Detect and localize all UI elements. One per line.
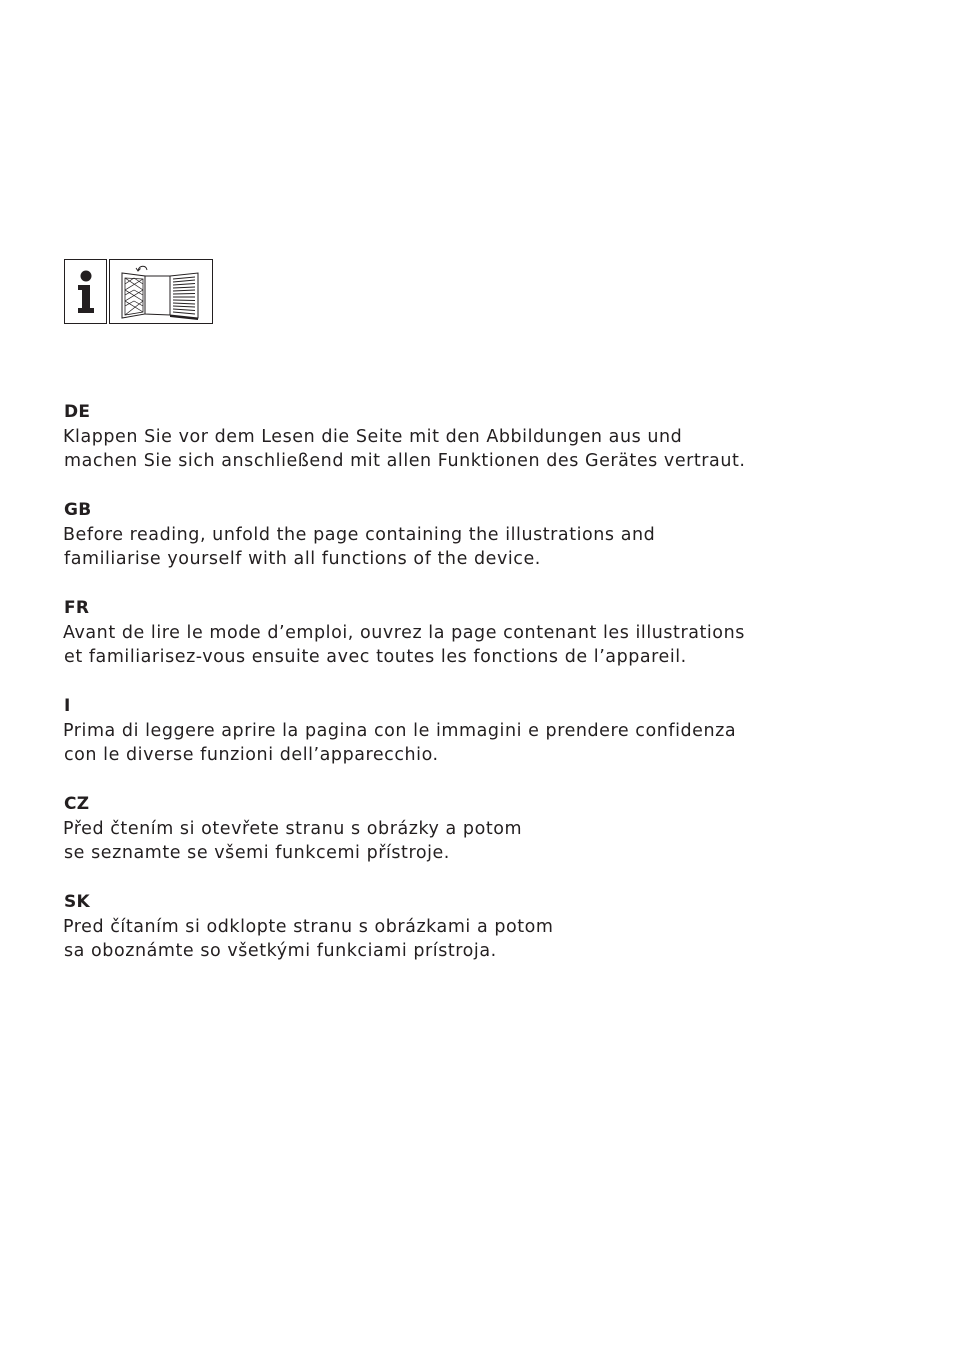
- instruction-line: con le diverse funzioni dell’apparecchio.: [64, 745, 439, 765]
- icon-row: [64, 259, 213, 324]
- instruction-line: et familiarisez-vous ensuite avec toutes les fonctions de l’appareil.: [64, 647, 687, 667]
- instruction-text: [63, 719, 823, 768]
- language-sections: [63, 400, 823, 988]
- instruction-line: Před čtením si otevřete stranu s obrázky a potom: [63, 818, 523, 839]
- instruction-text: [63, 915, 823, 964]
- instruction-line: Before reading, unfold the page containing the illustrations and: [63, 524, 656, 545]
- language-code: I: [64, 696, 71, 716]
- instruction-text: [63, 621, 823, 670]
- instruction-line: Prima di leggere aprire la pagina con le immagini e prendere confidenza: [63, 720, 737, 741]
- instruction-line: familiarise yourself with all functions of the device.: [64, 549, 541, 569]
- instruction-line: Klappen Sie vor dem Lesen die Seite mit den Abbildungen aus und: [63, 426, 683, 447]
- section-sk: [63, 890, 823, 964]
- language-code: CZ: [64, 794, 90, 814]
- language-code: SK: [64, 892, 91, 912]
- info-icon-graphic: [65, 260, 106, 323]
- section-fr: [63, 596, 823, 670]
- language-code: DE: [64, 402, 91, 422]
- instruction-line: sa oboznámte so všetkými funkciami prístroja.: [64, 941, 497, 961]
- section-cz: [63, 792, 823, 866]
- unfold-illustrations-icon: [109, 259, 213, 324]
- language-code: GB: [64, 500, 92, 520]
- instruction-text: [63, 425, 823, 474]
- instruction-text: [63, 523, 823, 572]
- section-gb: [63, 498, 823, 572]
- language-code: FR: [64, 598, 90, 618]
- instruction-line: Avant de lire le mode d’emploi, ouvrez la page contenant les illustrations: [63, 622, 745, 643]
- instruction-line: Pred čítaním si odklopte stranu s obrázkami a potom: [63, 916, 554, 937]
- section-i: [63, 694, 823, 768]
- section-de: [63, 400, 823, 474]
- info-icon: [64, 259, 107, 324]
- instruction-line: machen Sie sich anschließend mit allen Funktionen des Gerätes vertraut.: [64, 451, 746, 471]
- instruction-text: [63, 817, 823, 866]
- unfold-illustrations-graphic: [110, 260, 212, 323]
- instruction-line: se seznamte se všemi funkcemi přístroje.: [64, 843, 450, 863]
